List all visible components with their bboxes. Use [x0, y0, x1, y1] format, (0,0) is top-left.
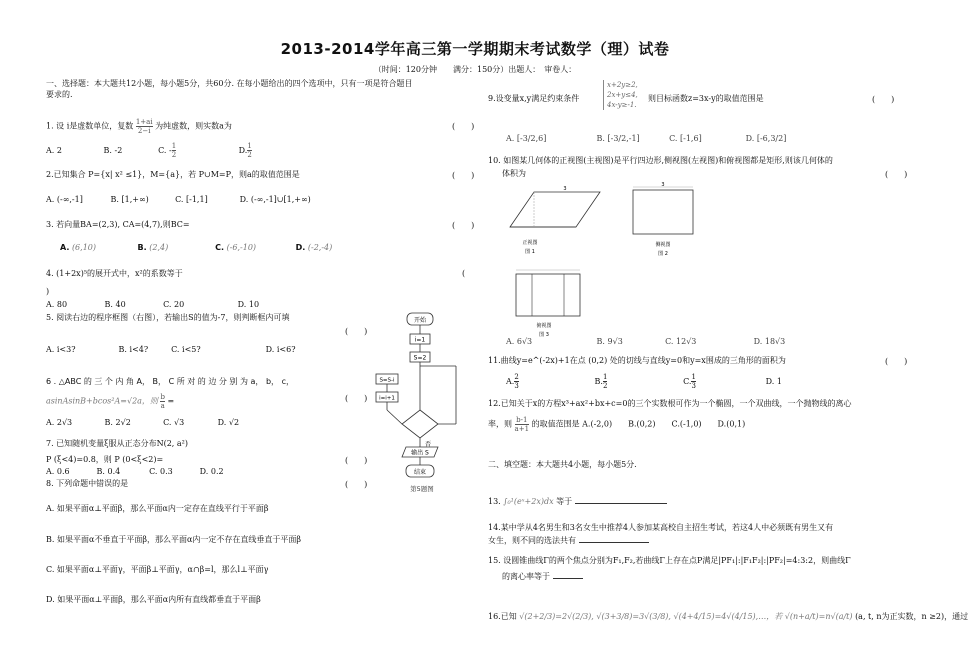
q1-option-c[interactable]: C. - $\frac{1}{2}$	[158, 142, 177, 159]
question-10: 10. 如图某几何体的正视图(主视图)是平行四边形,侧视图(左视图)和俯视图都是矩形,则该几何体的	[488, 156, 833, 165]
question-8: 8. 下列命题中错误的是	[46, 479, 129, 488]
q4-option-b[interactable]: B. 40	[104, 300, 126, 309]
question-1	[46, 118, 232, 135]
q9-options	[506, 134, 786, 143]
question-3: 3. 若向量BA=(2,3), CA=(4,7),则BC=	[46, 220, 190, 229]
question-16: 16.已知 √(2+2/3)=2√(2/3), √(3+3/8)=3√(3/8), √(4+4/15)=4√(4/15),…，若 √(n+a/t)=n√(a/t) (a, t, n为正实数，n ≥2)，通过	[488, 612, 968, 621]
q6-option-d[interactable]: D. √2	[217, 418, 240, 427]
q10-top-label: 俯视图	[536, 323, 552, 329]
question-7: 7. 已知随机变量ξ服从正态分布N(2, a²)	[46, 439, 188, 448]
q8-option-a[interactable]: A. 如果平面α⊥平面β，那么平面α内一定存在直线平行于平面β	[46, 504, 269, 513]
q10-side-view	[625, 182, 700, 262]
q10-option-b[interactable]: B. 9√3	[596, 337, 623, 346]
flowchart-no-label: 否	[424, 441, 432, 448]
q5-option-d[interactable]: D. i<6?	[265, 345, 296, 354]
q7-line2: P (ξ<4)=0.8，则 P (0<ξ<2)=	[46, 455, 164, 464]
q8-option-c[interactable]: C. 如果平面α⊥平面γ，平面β⊥平面γ，α∩β=l，那么l⊥平面γ	[46, 565, 269, 574]
q14-line2: 女生，则不同的选法共有	[488, 536, 649, 546]
q6-paren: ( )	[345, 394, 368, 403]
q1-options	[46, 142, 252, 159]
q10-line2: 体积为	[502, 169, 526, 178]
question-2: 2.已知集合 P={x| x² ≤1}，M={a}，若 P∪M=P，则a的取值范围是	[46, 170, 300, 179]
section1-heading: 一、选择题：本大题共12小题，每小题5分，共60分. 在每小题给出的四个选项中，只有一项是符合题目	[46, 79, 413, 88]
question-13: 13. ∫₀¹(eˣ+2x)dx 等于	[488, 497, 667, 507]
q3-option-c[interactable]: C. (-6,-10)	[215, 243, 257, 252]
q10-front-view	[500, 182, 610, 262]
q10-options	[506, 337, 785, 346]
q9-option-a[interactable]: A. [-3/2,6]	[506, 134, 547, 143]
q3-option-a[interactable]: A. (6,10)	[60, 243, 96, 252]
question-12: 12.已知关于x的方程x³+ax²+bx+c=0的三个实数根可作为一个椭圆，一个双曲线，一个抛物线的离心	[488, 399, 852, 408]
flowchart-end: 结束	[413, 469, 427, 476]
q4-paren-open: (	[462, 269, 466, 278]
q8-option-d[interactable]: D. 如果平面α⊥平面β，那么平面α内所有直线都垂直于平面β	[46, 595, 261, 604]
q4-options	[46, 300, 259, 309]
q5-options	[46, 345, 296, 354]
q7-options	[46, 467, 224, 476]
q9-tail: 则目标函数z=3x-y的取值范围是	[648, 94, 764, 103]
section1-heading-cont: 要求的.	[46, 90, 73, 99]
q7-option-b[interactable]: B. 0.4	[96, 467, 121, 476]
q15-answer-blank[interactable]	[553, 578, 583, 579]
q10-side-dim: 3	[661, 182, 665, 188]
q6-option-c[interactable]: C. √3	[163, 418, 185, 427]
q6-option-b[interactable]: B. 2√2	[104, 418, 131, 427]
flowchart-caption: 第5题图	[410, 485, 434, 493]
flowchart-start: 开始	[413, 317, 427, 324]
q8-paren: ( )	[345, 480, 368, 489]
q4-option-d[interactable]: D. 10	[237, 300, 260, 309]
q2-option-d[interactable]: D. (-∞,-1]∪[1,+∞)	[239, 195, 311, 204]
q5-option-a[interactable]: A. i<3?	[46, 345, 76, 354]
q7-option-c[interactable]: C. 0.3	[149, 467, 173, 476]
q11-option-d[interactable]: D. 1	[765, 376, 782, 386]
question-14: 14.某中学从4名男生和3名女生中推荐4人参加某高校自主招生考试，若这4人中必须既有男生又有	[488, 523, 834, 532]
q5-option-b[interactable]: B. i<4?	[118, 345, 149, 354]
q10-side-label: 侧视图	[655, 242, 671, 248]
question-15: 15. 设圆锥曲线Γ的两个焦点分别为F₁,F₂,若曲线Γ上存在点P满足|PF₁|:|F₁F₂|:|PF₂|=4:3:2，则曲线Γ	[488, 556, 851, 565]
q6-line2: asinAsinB+bcos²A=√2a，则 $\frac{b}{a}$ =	[46, 393, 175, 410]
q1-option-b[interactable]: B. -2	[103, 145, 123, 155]
q9-option-c[interactable]: C. [-1,6]	[669, 134, 702, 143]
q14-answer-blank[interactable]	[579, 542, 649, 543]
q9-constraint-1: x+2y≥2,	[607, 81, 638, 89]
question-5: 5. 阅读右边的程序框图（右图），若输出S的值为-7，则判断框内可填	[46, 313, 290, 322]
q6-options	[46, 418, 239, 427]
q11-paren: ( )	[885, 357, 908, 366]
q1-paren: ( )	[452, 122, 475, 131]
q10-option-c[interactable]: C. 12√3	[665, 337, 697, 346]
q3-paren: ( )	[452, 221, 475, 230]
q11-option-a[interactable]: A. $\frac{2}{3}$	[506, 373, 519, 390]
flowchart-diagram	[370, 310, 480, 495]
question-9: 9.设变量x,y满足约束条件	[488, 94, 580, 103]
q7-option-d[interactable]: D. 0.2	[199, 467, 224, 476]
flowchart-step-i: i=i+1	[379, 395, 395, 402]
q15-line2: 的离心率等于	[502, 572, 583, 582]
q4-option-a[interactable]: A. 80	[46, 300, 68, 309]
q11-option-b[interactable]: B. $\frac{1}{2}$	[594, 373, 608, 390]
q1-stem: 1. 设 i是虚数单位，复数	[46, 121, 134, 131]
q9-constraint-3: 4x-y≥-1.	[607, 101, 637, 109]
q10-side-num: 图 2	[658, 251, 668, 257]
q2-option-a[interactable]: A. (-∞,-1]	[46, 195, 83, 204]
q10-front-label: 正视图	[522, 240, 538, 246]
q10-option-a[interactable]: A. 6√3	[506, 337, 533, 346]
exam-title: 2013-2014学年高三第一学期期末考试数学（理）试卷	[280, 40, 670, 58]
q2-options	[46, 195, 311, 204]
q10-top-view	[510, 262, 590, 342]
q3-option-b[interactable]: B. (2,4)	[137, 243, 169, 252]
q4-option-c[interactable]: C. 20	[163, 300, 185, 309]
exam-subtitle: （时间：120分钟 满分：150分）出题人： 审卷人：	[373, 65, 577, 74]
q8-option-b[interactable]: B. 如果平面α不垂直于平面β，那么平面α内一定不存在直线垂直于平面β	[46, 535, 302, 544]
section2-heading: 二、填空题：本大题共4小题，每小题5分.	[488, 460, 637, 469]
q2-option-b[interactable]: B. [1,+∞)	[110, 195, 149, 204]
q5-paren: ( )	[345, 327, 368, 336]
q11-options	[506, 373, 782, 390]
q11-option-c[interactable]: C. $\frac{1}{3}$	[683, 373, 696, 390]
q5-option-c[interactable]: C. i<5?	[171, 345, 201, 354]
question-11: 11.曲线y=e^(-2x)+1在点 (0,2) 处的切线与直线y=0和y=x围成的三角形的面积为	[488, 356, 786, 365]
q7-paren: ( )	[345, 456, 368, 465]
q13-answer-blank[interactable]	[575, 503, 667, 504]
q10-paren: ( )	[885, 170, 908, 179]
q6-option-a[interactable]: A. 2√3	[46, 418, 73, 427]
q10-top-num: 图 3	[539, 332, 549, 338]
q9-option-b[interactable]: B. [-3/2,-1]	[596, 134, 640, 143]
q2-paren: ( )	[452, 171, 475, 180]
q7-option-a[interactable]: A. 0.6	[46, 467, 70, 476]
flowchart-step-s: S=S-i	[379, 377, 395, 384]
flowchart-output: 输出 S	[411, 449, 429, 457]
q3-options	[60, 243, 332, 252]
q1-option-d[interactable]: D. $\frac{1}{2}$	[238, 142, 252, 159]
q2-option-c[interactable]: C. [-1,1]	[175, 195, 208, 204]
q1-option-a[interactable]: A. 2	[46, 145, 62, 155]
q4-paren-close: )	[46, 287, 50, 296]
q9-constraint-2: 2x+y≤4,	[607, 91, 638, 99]
q10-front-num: 图 1	[525, 249, 535, 255]
q1-tail: 为纯虚数，则实数a为	[155, 121, 232, 131]
q9-constraint-system	[603, 80, 638, 110]
question-4: 4. (1+2x)⁵的展开式中，x²的系数等于	[46, 269, 183, 278]
question-6: 6 . △ABC 的 三 个 内 角 A， B， C 所 对 的 边 分 别 为 a， b， c，	[46, 377, 294, 386]
flowchart-init-i: i=1	[414, 336, 426, 344]
flowchart-init-s: S=2	[413, 354, 427, 362]
q9-option-d[interactable]: D. [-6,3/2]	[745, 134, 787, 143]
q10-option-d[interactable]: D. 18√3	[753, 337, 786, 346]
q1-fraction: $\frac{1+ai}{2-i}$	[135, 118, 153, 135]
q9-paren: ( )	[872, 95, 895, 104]
q10-front-dim: 3	[563, 186, 567, 192]
q12-line2: 率，则 $\frac{b-1}{a+1}$ 的取值范围是 A.(-2,0) B.(0,2) C.(-1,0) D.(0,1)	[488, 416, 746, 433]
q3-option-d[interactable]: D. (-2,-4)	[295, 243, 333, 252]
